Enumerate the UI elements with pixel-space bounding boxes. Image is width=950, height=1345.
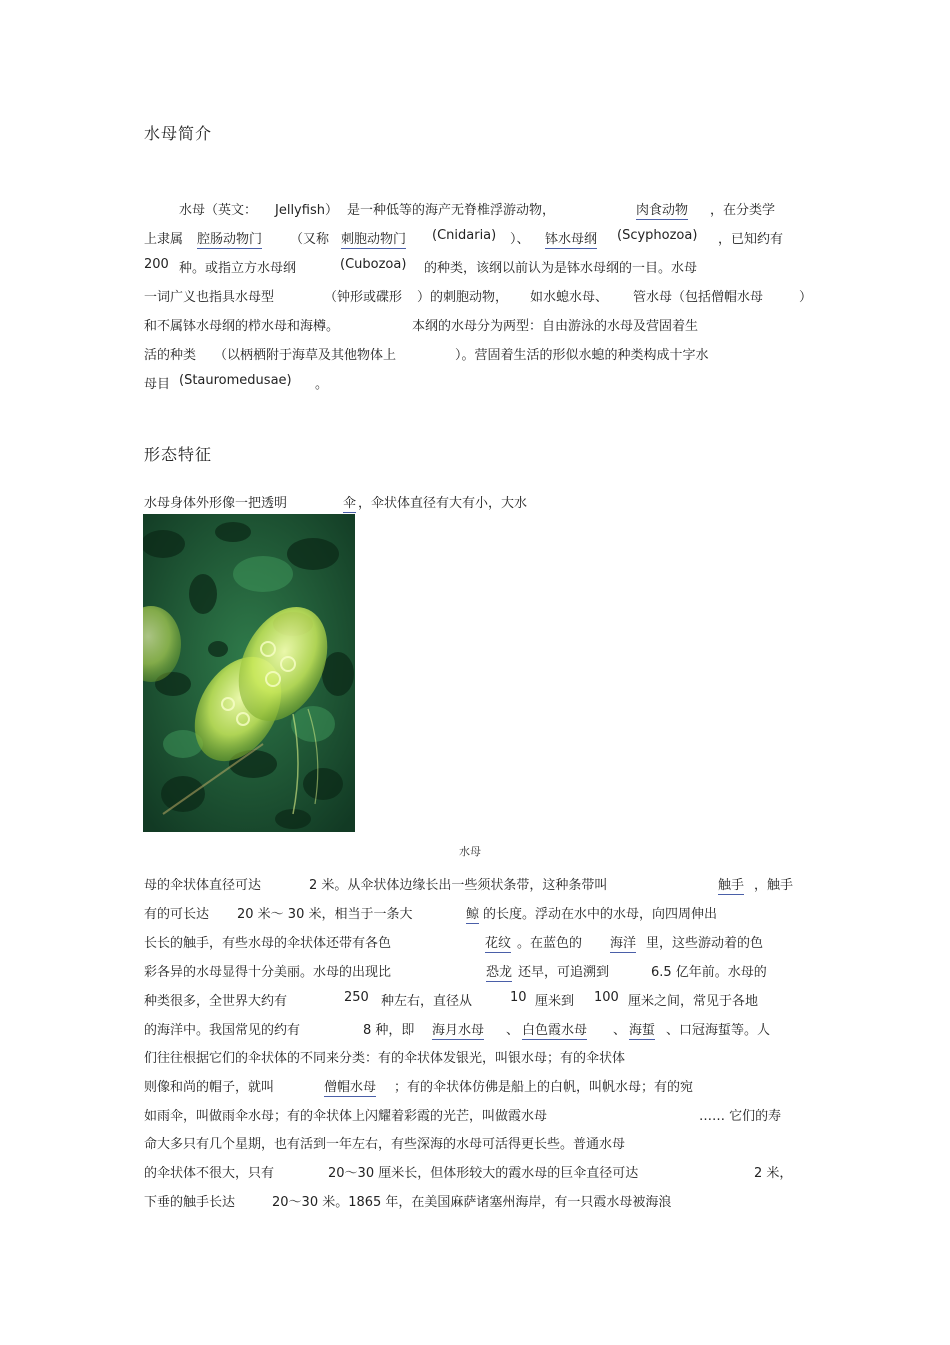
text-run: 20～30 米。1865 年，在美国麻萨诸塞州海岸，有一只霞水母被海浪 xyxy=(272,1195,672,1210)
text-run: 种类很多，全世界大约有 xyxy=(144,994,288,1009)
link-dinosaur[interactable]: 恐龙 xyxy=(486,961,512,982)
text-run: 200 xyxy=(144,257,169,272)
text-run: 本纲的水母分为两型：自由游泳的水母及营固着生 xyxy=(412,319,699,334)
text-run: 一词广义也指具水母型 xyxy=(144,290,275,305)
text-run: 厘米之间，常见于各地 xyxy=(628,994,759,1009)
text-run: 水母（英文： xyxy=(179,203,258,218)
text-run: ） xyxy=(799,290,813,305)
text-run: 活的种类 xyxy=(144,348,197,363)
text-run: 。在蓝色的 xyxy=(517,936,583,951)
jellyfish-photo xyxy=(143,514,355,832)
text-run: 的长度。浮动在水中的水母，向四周伸出 xyxy=(483,907,718,922)
text-run: ）的刺胞动物， xyxy=(417,290,509,305)
text-run: 100 xyxy=(594,990,619,1005)
text-run: 的海洋中。我国常见的约有 xyxy=(144,1023,301,1038)
text-run: 6.5 亿年前。水母的 xyxy=(651,965,767,980)
text-run: 则像和尚的帽子，就叫 xyxy=(144,1080,275,1095)
text-run: 的伞状体不很大，只有 xyxy=(144,1166,275,1181)
text-run: ）、 xyxy=(510,232,530,247)
text-run: 8 种，即 xyxy=(363,1023,415,1038)
text-run: 20 米～ 30 米，相当于一条大 xyxy=(237,907,413,922)
text-run: ，伞状体直径有大有小，大水 xyxy=(358,496,528,511)
text-run: 如雨伞，叫做雨伞水母；有的伞状体上闪耀着彩霞的光芒，叫做霞水母 xyxy=(144,1109,548,1124)
text-run: ，在分类学 xyxy=(710,203,776,218)
text-run: 水母身体外形像一把透明 xyxy=(144,496,288,511)
text-run: (Cubozoa) xyxy=(340,257,407,272)
link-tentacle[interactable]: 触手 xyxy=(718,874,744,895)
text-run: 和不属钵水母纲的栉水母和海樽。 xyxy=(144,319,340,334)
text-run: 长长的触手，有些水母的伞状体还带有各色 xyxy=(144,936,392,951)
link-cnidaria[interactable]: 刺胞动物门 xyxy=(341,228,406,249)
link-umbrella[interactable]: 伞 xyxy=(343,492,356,513)
link-whale[interactable]: 鲸 xyxy=(466,903,479,924)
text-run: (Stauromedusae) xyxy=(179,373,292,388)
text-run: （又称 xyxy=(290,232,330,247)
text-run: Jellyfish） xyxy=(275,203,338,218)
text-run: ；有的伞状体仿佛是船上的白帆，叫帆水母；有的宛 xyxy=(394,1080,694,1095)
section-title-intro: 水母简介 xyxy=(144,124,213,143)
link-portuguese-man-o-war[interactable]: 僧帽水母 xyxy=(324,1076,376,1097)
text-run: 是一种低等的海产无脊椎浮游动物， xyxy=(347,203,556,218)
text-run: 厘米到 xyxy=(535,994,575,1009)
text-run: 种左右，直径从 xyxy=(381,994,473,1009)
text-run: 母的伞状体直径可达 xyxy=(144,878,262,893)
link-ocean[interactable]: 海洋 xyxy=(610,932,636,953)
text-run: （以柄栖附于海草及其他物体上 xyxy=(214,348,397,363)
text-run: 种。或指立方水母纲 xyxy=(179,261,297,276)
text-run: （钟形或碟形 xyxy=(324,290,403,305)
text-run: ，已知约有 xyxy=(718,232,784,247)
link-rhopilema[interactable]: 海蜇 xyxy=(629,1019,655,1040)
text-run: …… 它们的寿 xyxy=(699,1109,782,1124)
text-run: 的种类，该纲以前认为是钵水母纲的一目。水母 xyxy=(424,261,698,276)
text-run: (Scyphozoa) xyxy=(617,228,698,243)
text-run: 彩各异的水母显得十分美丽。水母的出现比 xyxy=(144,965,392,980)
text-run: 下垂的触手长达 xyxy=(144,1195,236,1210)
text-run: 250 xyxy=(344,990,369,1005)
text-run: 、 xyxy=(506,1023,520,1038)
text-run: ）。营固着生活的形似水螅的种类构成十字水 xyxy=(455,348,709,363)
link-pattern[interactable]: 花纹 xyxy=(485,932,511,953)
text-run: 2 米。从伞状体边缘长出一些须状条带，这种条带叫 xyxy=(309,878,608,893)
image-caption: 水母 xyxy=(459,845,481,858)
text-run: ，触手 xyxy=(754,878,794,893)
text-run: 、 xyxy=(613,1023,627,1038)
link-coelenterata[interactable]: 腔肠动物门 xyxy=(197,228,262,249)
text-run: 上隶属 xyxy=(144,232,184,247)
link-carnivore[interactable]: 肉食动物 xyxy=(636,199,688,220)
text-run: 10 xyxy=(510,990,527,1005)
text-run: 。 xyxy=(315,377,329,392)
text-run: 们往往根据它们的伞状体的不同来分类：有的伞状体发银光，叫银水母；有的伞状体 xyxy=(144,1051,626,1066)
text-run: 母目 xyxy=(144,377,171,392)
text-run: 还早，可追溯到 xyxy=(518,965,610,980)
link-scyphozoa[interactable]: 钵水母纲 xyxy=(545,228,597,249)
text-run: 命大多只有几个星期，也有活到一年左右，有些深海的水母可活得更长些。普通水母 xyxy=(144,1137,626,1152)
link-aurelia[interactable]: 海月水母 xyxy=(432,1019,484,1040)
text-run: 有的可长达 xyxy=(144,907,210,922)
section-title-morphology: 形态特征 xyxy=(144,445,213,464)
text-run: 20～30 厘米长，但体形较大的霞水母的巨伞直径可达 xyxy=(328,1166,639,1181)
text-run: 、口冠海蜇等。人 xyxy=(666,1023,771,1038)
link-white-cyanea[interactable]: 白色霞水母 xyxy=(522,1019,587,1040)
text-run: 如水螅水母、 xyxy=(530,290,609,305)
text-run: 里，这些游动着的色 xyxy=(646,936,764,951)
text-run: 2 米， xyxy=(754,1166,793,1181)
text-run: 管水母（包括僧帽水母 xyxy=(633,290,764,305)
text-run: (Cnidaria) xyxy=(432,228,497,243)
